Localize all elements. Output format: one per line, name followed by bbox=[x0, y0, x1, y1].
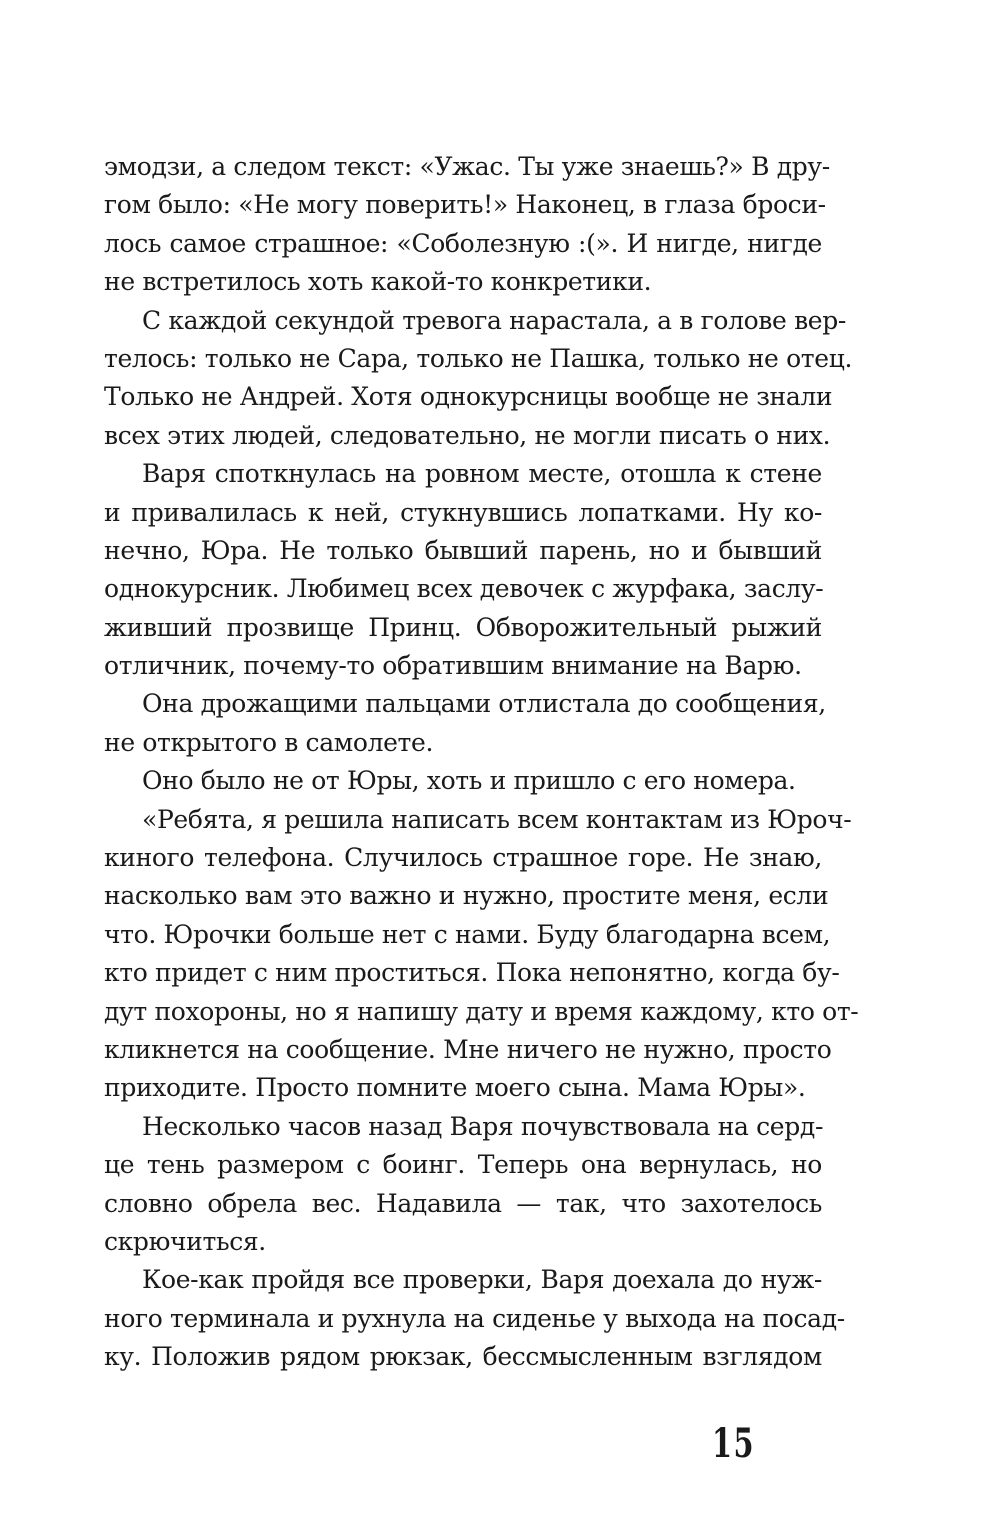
text-line: однокурсник. Любимец всех девочек с журфака, заслу- bbox=[104, 574, 824, 604]
text-line: всех этих людей, следовательно, не могли писать о них. bbox=[104, 420, 831, 450]
text-line: эмодзи, а следом текст: «Ужас. Ты уже знаешь?» В дру- bbox=[104, 152, 830, 181]
text-line: гом было: «Не могу поверить!» Наконец, в глаза броси- bbox=[104, 190, 826, 220]
text-line: отличник, почему-то обратившим внимание на Варю. bbox=[104, 651, 802, 681]
text-line: кликнется на сообщение. Мне ничего не нужно, просто bbox=[104, 1034, 832, 1064]
text-line: це тень размером с боинг. Теперь она вернулась, но bbox=[104, 1150, 822, 1180]
text-line: словно обрела вес. Надавила — так, что захотелось bbox=[104, 1188, 822, 1218]
text-line: Несколько часов назад Варя почувствовала на серд- bbox=[142, 1111, 824, 1141]
text-line: ку. Положив рядом рюкзак, бессмысленным взглядом bbox=[104, 1342, 822, 1372]
text-line: дут похороны, но я напишу дату и время каждому, кто от- bbox=[104, 996, 859, 1026]
text-line: не открытого в самолете. bbox=[104, 727, 434, 757]
text-line: Варя споткнулась на ровном месте, отошла к стене bbox=[142, 459, 822, 489]
page-number: 15 bbox=[712, 1420, 755, 1467]
text-line: что. Юрочки больше нет с нами. Буду благодарна всем, bbox=[104, 919, 831, 949]
text-line: насколько вам это важно и нужно, простите меня, если bbox=[104, 881, 829, 911]
text-line: Кое-как пройдя все проверки, Варя доехала до нуж- bbox=[142, 1265, 822, 1295]
text-line: Только не Андрей. Хотя однокурсницы вообще не знали bbox=[104, 382, 833, 412]
text-line: кто придет с ним проститься. Пока непонятно, когда бу- bbox=[104, 958, 840, 988]
text-line: С каждой секундой тревога нарастала, а в голове вер- bbox=[142, 305, 846, 335]
text-line: телось: только не Сара, только не Пашка, только не отец. bbox=[104, 343, 853, 373]
text-line: скрючиться. bbox=[104, 1226, 266, 1256]
page-body bbox=[104, 148, 859, 1377]
text-line: «Ребята, я решила написать всем контактам из Юроч- bbox=[142, 804, 852, 834]
text-line: лось самое страшное: «Соболезную :(». И нигде, нигде bbox=[104, 228, 822, 258]
text-line: ного терминала и рухнула на сиденье у выхода на посад- bbox=[104, 1303, 845, 1333]
text-line: не встретилось хоть какой-то конкретики. bbox=[104, 267, 652, 297]
text-line: приходите. Просто помните моего сына. Мама Юры». bbox=[104, 1073, 806, 1103]
text-line: живший прозвище Принц. Обворожительный рыжий bbox=[104, 612, 822, 642]
text-line: киного телефона. Случилось страшное горе. Не знаю, bbox=[104, 843, 822, 873]
text-line: и привалилась к ней, стукнувшись лопатками. Ну ко- bbox=[104, 497, 822, 527]
text-line: нечно, Юра. Не только бывший парень, но и бывший bbox=[104, 535, 822, 565]
text-line: Оно было не от Юры, хоть и пришло с его номера. bbox=[142, 766, 796, 796]
text-line: Она дрожащими пальцами отлистала до сообщения, bbox=[142, 689, 826, 719]
